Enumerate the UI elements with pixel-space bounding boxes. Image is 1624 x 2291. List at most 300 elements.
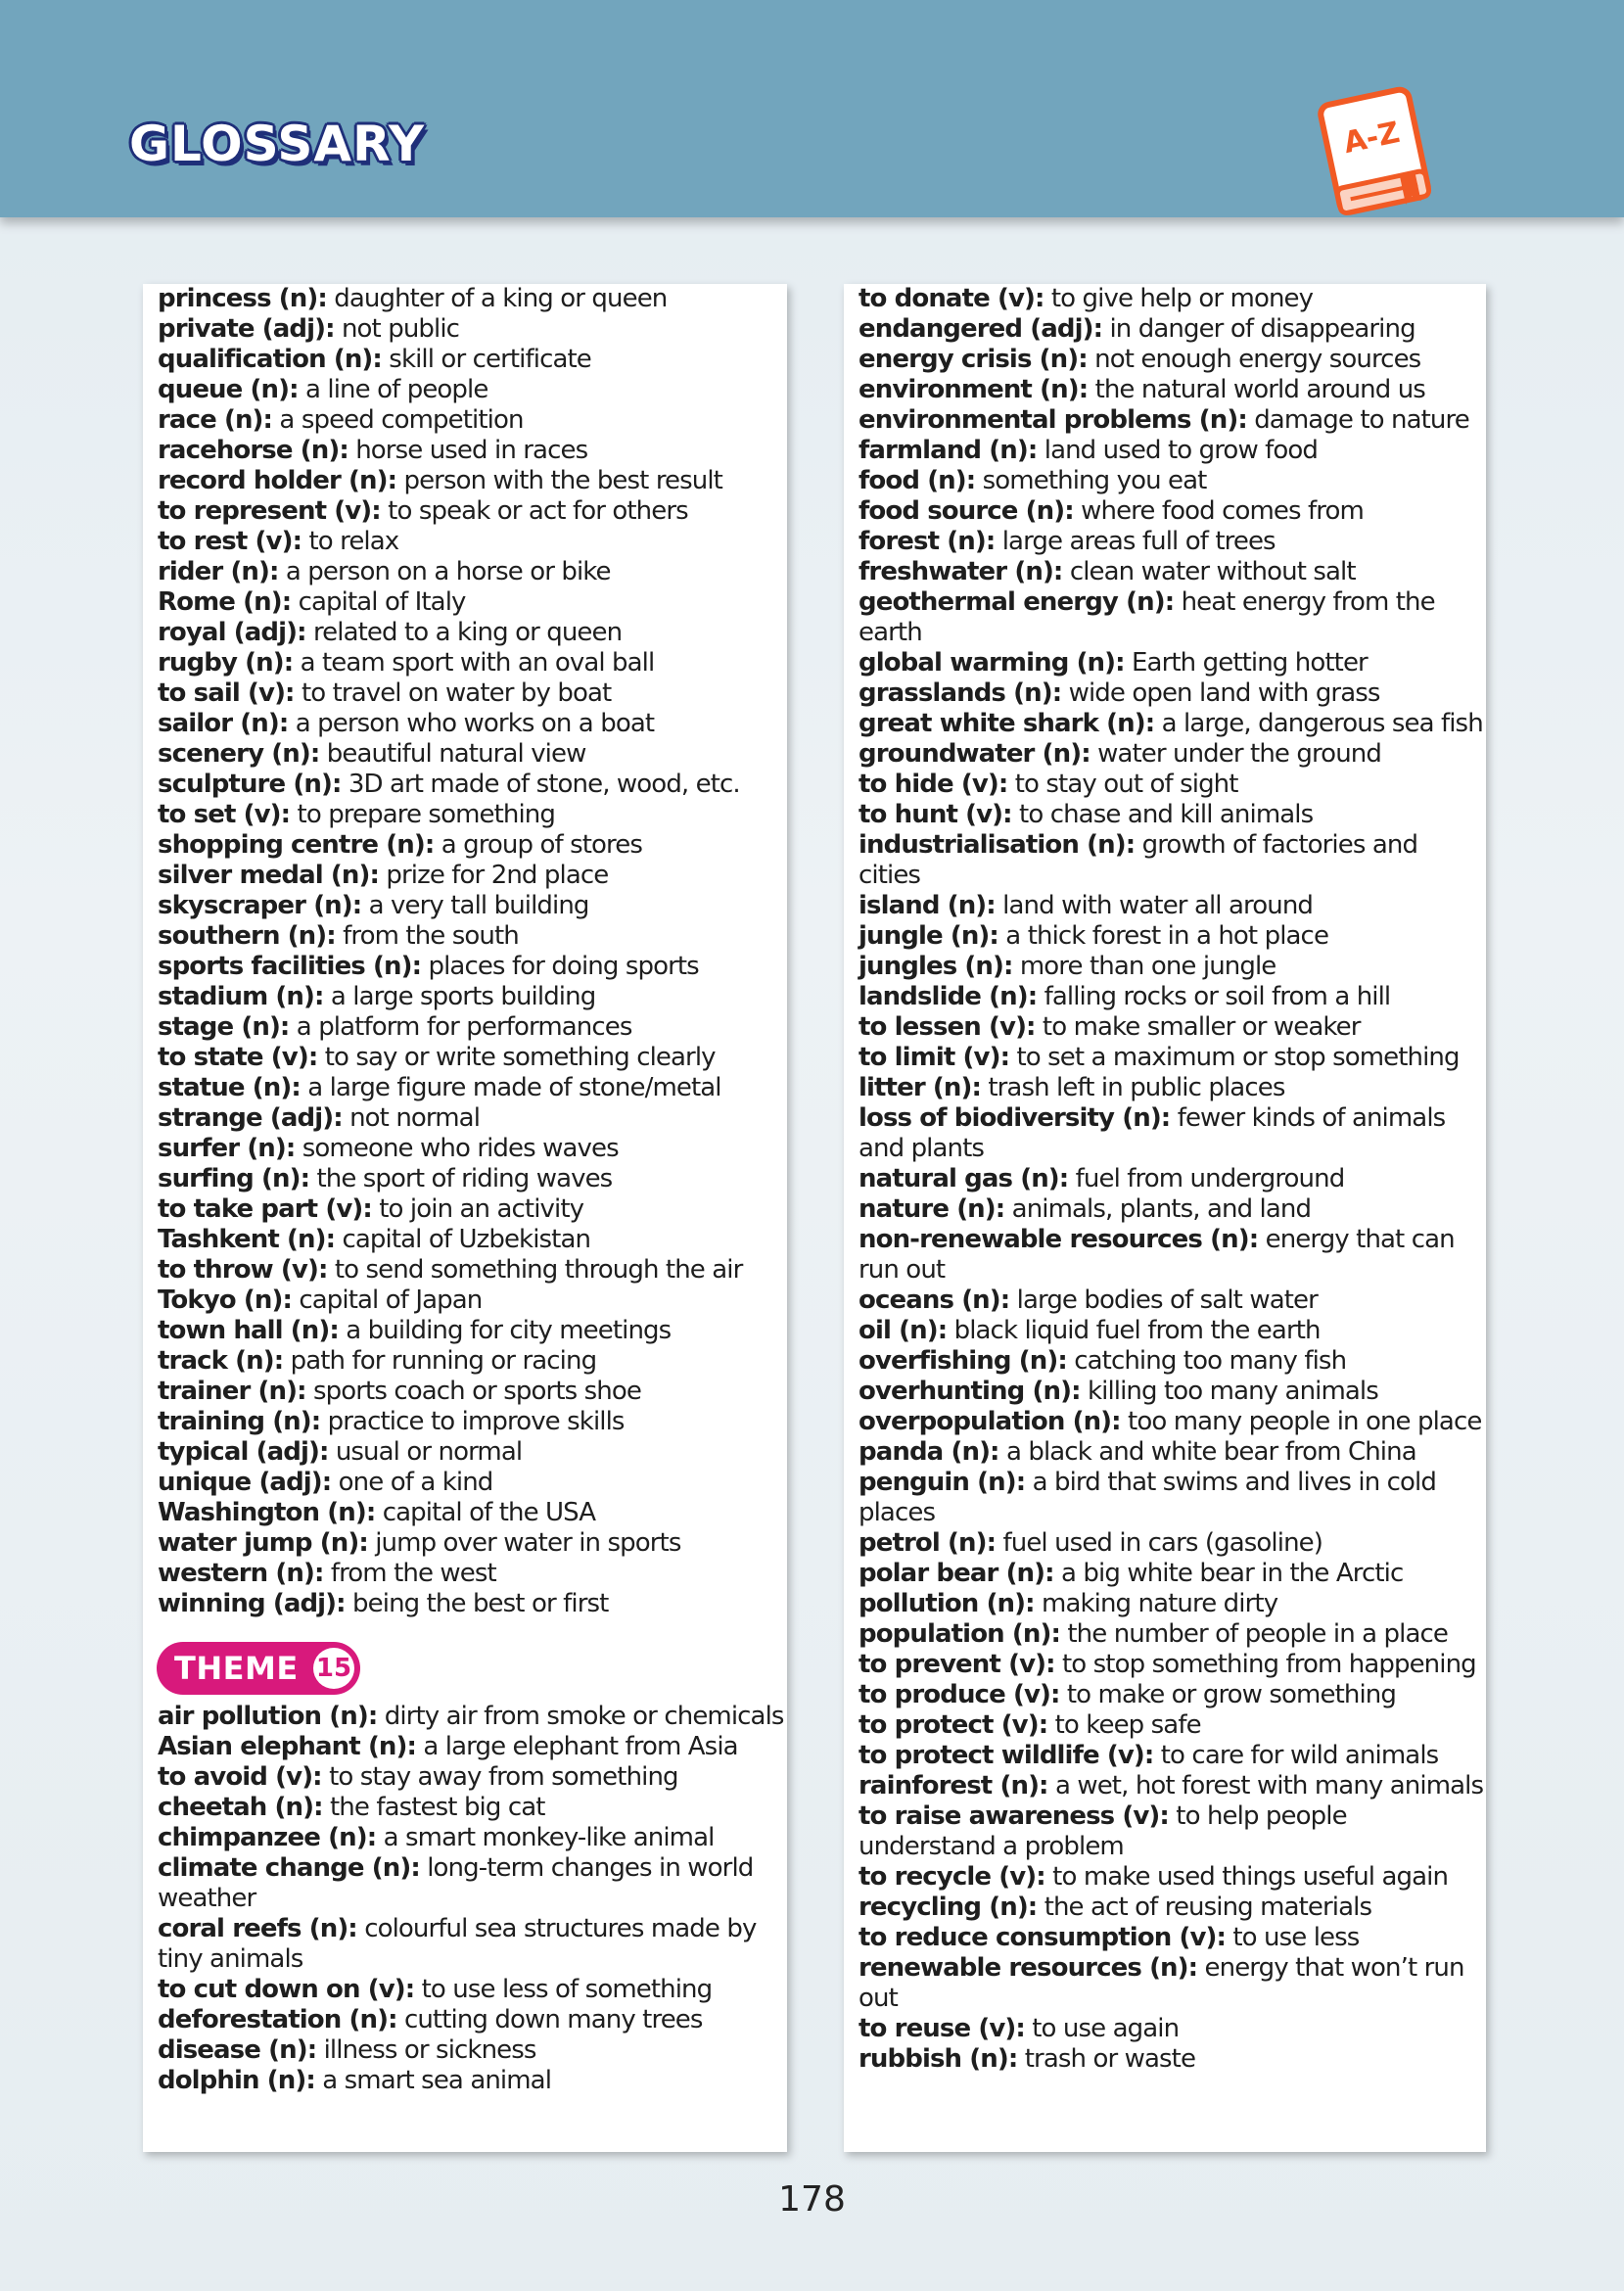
glossary-term: renewable resources (n): bbox=[858, 1953, 1198, 1983]
glossary-term: grasslands (n): bbox=[858, 678, 1062, 708]
glossary-term: typical (adj): bbox=[158, 1437, 329, 1467]
glossary-term: nature (n): bbox=[858, 1194, 1005, 1224]
glossary-entry bbox=[858, 557, 1485, 587]
glossary-definition: related to a king or queen bbox=[312, 618, 623, 647]
glossary-definition: a thick forest in a hot place bbox=[1005, 921, 1329, 951]
glossary-term: sports facilities (n): bbox=[158, 952, 422, 981]
glossary-entry bbox=[158, 921, 784, 952]
glossary-entry bbox=[858, 982, 1485, 1012]
glossary-definition: a team sport with an oval ball bbox=[300, 648, 655, 678]
glossary-definition: a platform for performances bbox=[296, 1012, 632, 1042]
glossary-definition: horse used in races bbox=[355, 436, 588, 465]
glossary-definition: wide open land with grass bbox=[1068, 678, 1380, 708]
glossary-definition: a building for city meetings bbox=[346, 1316, 672, 1345]
glossary-definition: path for running or racing bbox=[290, 1346, 597, 1376]
glossary-term: cheetah (n): bbox=[158, 1793, 323, 1822]
glossary-entry bbox=[858, 678, 1485, 709]
glossary-term: global warming (n): bbox=[858, 648, 1125, 678]
glossary-definition: water under the ground bbox=[1097, 739, 1381, 769]
glossary-term: to recycle (v): bbox=[858, 1862, 1045, 1892]
glossary-term: jungle (n): bbox=[858, 921, 998, 951]
glossary-term: sculpture (n): bbox=[158, 770, 342, 799]
glossary-entry bbox=[858, 587, 1485, 648]
glossary-definition: to use less bbox=[1232, 1923, 1360, 1952]
glossary-definition: Earth getting hotter bbox=[1132, 648, 1368, 678]
glossary-definition: from the west bbox=[330, 1559, 496, 1588]
glossary-term: forest (n): bbox=[858, 527, 996, 556]
glossary-term: track (n): bbox=[158, 1346, 284, 1376]
glossary-entry bbox=[858, 1923, 1485, 1953]
glossary-entry bbox=[158, 345, 784, 375]
glossary-term: private (adj): bbox=[158, 314, 335, 344]
glossary-term: to donate (v): bbox=[858, 284, 1044, 313]
glossary-term: disease (n): bbox=[158, 2035, 317, 2065]
glossary-entry bbox=[858, 709, 1485, 739]
glossary-term: silver medal (n): bbox=[158, 861, 379, 890]
glossary-column-left bbox=[143, 284, 787, 2152]
glossary-term: coral reefs (n): bbox=[158, 1914, 357, 1943]
glossary-term: to hunt (v): bbox=[858, 800, 1012, 829]
glossary-entry bbox=[158, 1194, 784, 1225]
theme-number: 15 bbox=[313, 1648, 354, 1689]
glossary-entry bbox=[158, 952, 784, 982]
glossary-definition: a line of people bbox=[305, 375, 488, 404]
glossary-entry bbox=[858, 830, 1485, 891]
glossary-definition: 3D art made of stone, wood, etc. bbox=[348, 770, 740, 799]
glossary-entry bbox=[158, 557, 784, 587]
glossary-entry bbox=[858, 1103, 1485, 1164]
glossary-term: food source (n): bbox=[858, 496, 1074, 526]
glossary-entry bbox=[858, 1316, 1485, 1346]
glossary-definition: a very tall building bbox=[368, 891, 589, 920]
glossary-term: to rest (v): bbox=[158, 527, 302, 556]
glossary-definition: to chase and kill animals bbox=[1019, 800, 1314, 829]
glossary-definition: a large elephant from Asia bbox=[423, 1732, 738, 1761]
glossary-definition: a speed competition bbox=[279, 405, 524, 435]
glossary-entry bbox=[158, 861, 784, 891]
glossary-entry bbox=[858, 284, 1485, 314]
glossary-definition: trash or waste bbox=[1024, 2044, 1196, 2074]
a-z-label: A-Z bbox=[1340, 115, 1403, 162]
glossary-definition: to stop something from happening bbox=[1061, 1650, 1476, 1679]
glossary-entry bbox=[858, 1073, 1485, 1103]
glossary-term: princess (n): bbox=[158, 284, 327, 313]
glossary-entry bbox=[158, 618, 784, 648]
glossary-entry bbox=[858, 1407, 1485, 1437]
glossary-definition: to make smaller or weaker bbox=[1042, 1012, 1361, 1042]
glossary-term: to prevent (v): bbox=[858, 1650, 1055, 1679]
glossary-definition: to make used things useful again bbox=[1052, 1862, 1449, 1892]
glossary-term: overfishing (n): bbox=[858, 1346, 1067, 1376]
glossary-definition: to stay away from something bbox=[329, 1762, 678, 1792]
glossary-entry bbox=[858, 1741, 1485, 1771]
glossary-entry bbox=[858, 466, 1485, 496]
glossary-entry bbox=[858, 2044, 1485, 2075]
glossary-entry bbox=[158, 1468, 784, 1498]
glossary-definition: to keep safe bbox=[1054, 1710, 1201, 1740]
glossary-definition: fewer kinds of animals and plants bbox=[858, 1103, 1446, 1163]
glossary-entry bbox=[858, 1559, 1485, 1589]
glossary-entry bbox=[858, 1286, 1485, 1316]
glossary-definition: daughter of a king or queen bbox=[334, 284, 668, 313]
glossary-definition: making nature dirty bbox=[1042, 1589, 1278, 1618]
glossary-definition: to help people understand a problem bbox=[858, 1801, 1347, 1861]
glossary-definition: to join an activity bbox=[379, 1194, 584, 1224]
glossary-term: jungles (n): bbox=[858, 952, 1013, 981]
glossary-definition: to speak or act for others bbox=[388, 496, 688, 526]
glossary-term: chimpanzee (n): bbox=[158, 1823, 377, 1852]
glossary-definition: killing too many animals bbox=[1087, 1377, 1378, 1406]
glossary-entry bbox=[158, 1316, 784, 1346]
glossary-definition: a black and white bear from China bbox=[1005, 1437, 1416, 1467]
glossary-term: environmental problems (n): bbox=[858, 405, 1247, 435]
glossary-definition: a large, dangerous sea fish bbox=[1161, 709, 1483, 738]
glossary-term: surfer (n): bbox=[158, 1134, 296, 1163]
glossary-definition: person with the best result bbox=[403, 466, 722, 495]
glossary-definition: growth of factories and cities bbox=[858, 830, 1418, 890]
glossary-term: to sail (v): bbox=[158, 678, 295, 708]
glossary-definition: fuel used in cars (gasoline) bbox=[1002, 1528, 1322, 1558]
page-title: GLOSSARY bbox=[129, 116, 426, 172]
glossary-definition: more than one jungle bbox=[1019, 952, 1276, 981]
glossary-term: penguin (n): bbox=[858, 1468, 1026, 1497]
glossary-term: rubbish (n): bbox=[858, 2044, 1018, 2074]
glossary-definition: animals, plants, and land bbox=[1011, 1194, 1312, 1224]
glossary-term: geothermal energy (n): bbox=[858, 587, 1175, 617]
glossary-definition: in danger of disappearing bbox=[1109, 314, 1415, 344]
glossary-definition: usual or normal bbox=[335, 1437, 523, 1467]
glossary-term: scenery (n): bbox=[158, 739, 320, 769]
glossary-entry bbox=[158, 1043, 784, 1073]
glossary-definition: a person who works on a boat bbox=[295, 709, 655, 738]
glossary-term: racehorse (n): bbox=[158, 436, 348, 465]
glossary-definition: to make or grow something bbox=[1066, 1680, 1396, 1709]
glossary-entry bbox=[858, 496, 1485, 527]
glossary-term: air pollution (n): bbox=[158, 1702, 378, 1731]
glossary-term: to state (v): bbox=[158, 1043, 318, 1072]
glossary-entry bbox=[158, 496, 784, 527]
glossary-definition: land used to grow food bbox=[1044, 436, 1319, 465]
glossary-definition: too many people in one place bbox=[1128, 1407, 1482, 1436]
glossary-definition: someone who rides waves bbox=[302, 1134, 619, 1163]
glossary-term: energy crisis (n): bbox=[858, 345, 1088, 374]
glossary-term: loss of biodiversity (n): bbox=[858, 1103, 1171, 1133]
glossary-term: training (n): bbox=[158, 1407, 321, 1436]
glossary-entry bbox=[858, 1437, 1485, 1468]
glossary-term: trainer (n): bbox=[158, 1377, 306, 1406]
glossary-term: rainforest (n): bbox=[858, 1771, 1048, 1800]
glossary-entry bbox=[158, 1407, 784, 1437]
glossary-entry bbox=[158, 1255, 784, 1286]
glossary-definition: clean water without salt bbox=[1069, 557, 1356, 586]
glossary-entry bbox=[158, 1732, 784, 1762]
glossary-definition: heat energy from the earth bbox=[858, 587, 1435, 647]
glossary-entry bbox=[158, 1225, 784, 1255]
glossary-definition: damage to nature bbox=[1254, 405, 1469, 435]
glossary-entry bbox=[858, 2014, 1485, 2044]
glossary-term: to reduce consumption (v): bbox=[858, 1923, 1226, 1952]
glossary-definition: capital of Japan bbox=[299, 1286, 483, 1315]
glossary-entry bbox=[858, 1680, 1485, 1710]
glossary-definition: illness or sickness bbox=[323, 2035, 536, 2065]
glossary-term: to cut down on (v): bbox=[158, 1975, 415, 2004]
glossary-entry bbox=[158, 375, 784, 405]
glossary-term: industrialisation (n): bbox=[858, 830, 1136, 860]
glossary-term: to set (v): bbox=[158, 800, 291, 829]
glossary-term: natural gas (n): bbox=[858, 1164, 1069, 1193]
glossary-term: overpopulation (n): bbox=[858, 1407, 1121, 1436]
glossary-term: shopping centre (n): bbox=[158, 830, 435, 860]
glossary-term: town hall (n): bbox=[158, 1316, 339, 1345]
glossary-term: environment (n): bbox=[858, 375, 1089, 404]
theme-label: THEME bbox=[174, 1650, 299, 1687]
glossary-term: rider (n): bbox=[158, 557, 279, 586]
glossary-term: polar bear (n): bbox=[858, 1559, 1054, 1588]
glossary-definition: fuel from underground bbox=[1075, 1164, 1345, 1193]
glossary-term: Washington (n): bbox=[158, 1498, 376, 1527]
glossary-term: overhunting (n): bbox=[858, 1377, 1081, 1406]
glossary-entry bbox=[858, 1225, 1485, 1286]
glossary-term: race (n): bbox=[158, 405, 273, 435]
glossary-term: unique (adj): bbox=[158, 1468, 332, 1497]
glossary-definition: a wet, hot forest with many animals bbox=[1054, 1771, 1484, 1800]
glossary-entry bbox=[158, 1377, 784, 1407]
glossary-definition: practice to improve skills bbox=[327, 1407, 625, 1436]
glossary-entry bbox=[158, 1762, 784, 1793]
glossary-term: oceans (n): bbox=[858, 1286, 1010, 1315]
glossary-definition: to travel on water by boat bbox=[301, 678, 612, 708]
glossary-entry bbox=[858, 1801, 1485, 1862]
glossary-term: queue (n): bbox=[158, 375, 299, 404]
glossary-entry bbox=[858, 1043, 1485, 1073]
glossary-definition: to give help or money bbox=[1050, 284, 1314, 313]
glossary-entry bbox=[158, 1702, 784, 1732]
glossary-entry bbox=[858, 1164, 1485, 1194]
glossary-term: to limit (v): bbox=[858, 1043, 1010, 1072]
glossary-entry bbox=[158, 436, 784, 466]
glossary-entry bbox=[158, 2035, 784, 2066]
glossary-term: farmland (n): bbox=[858, 436, 1038, 465]
glossary-term: to lessen (v): bbox=[858, 1012, 1036, 1042]
glossary-definition: not normal bbox=[349, 1103, 481, 1133]
glossary-term: dolphin (n): bbox=[158, 2066, 315, 2095]
glossary-definition: a smart monkey-like animal bbox=[383, 1823, 715, 1852]
glossary-definition: to set a maximum or stop something bbox=[1016, 1043, 1460, 1072]
glossary-term: island (n): bbox=[858, 891, 996, 920]
glossary-entry bbox=[158, 830, 784, 861]
glossary-entry bbox=[858, 345, 1485, 375]
glossary-term: royal (adj): bbox=[158, 618, 306, 647]
glossary-entry bbox=[858, 405, 1485, 436]
glossary-term: to raise awareness (v): bbox=[858, 1801, 1169, 1831]
glossary-entry bbox=[858, 891, 1485, 921]
glossary-definition: something you eat bbox=[982, 466, 1207, 495]
a-z-book-icon bbox=[1308, 78, 1443, 223]
glossary-definition: long-term changes in world weather bbox=[158, 1853, 754, 1913]
glossary-entry bbox=[858, 648, 1485, 678]
glossary-term: panda (n): bbox=[858, 1437, 999, 1467]
glossary-entry bbox=[858, 770, 1485, 800]
glossary-definition: one of a kind bbox=[338, 1468, 493, 1497]
glossary-term: endangered (adj): bbox=[858, 314, 1103, 344]
glossary-entry bbox=[858, 1346, 1485, 1377]
glossary-definition: falling rocks or soil from a hill bbox=[1044, 982, 1391, 1011]
glossary-term: pollution (n): bbox=[858, 1589, 1035, 1618]
glossary-term: stage (n): bbox=[158, 1012, 290, 1042]
page-header bbox=[0, 0, 1624, 217]
glossary-term: strange (adj): bbox=[158, 1103, 343, 1133]
glossary-definition: a smart sea animal bbox=[322, 2066, 552, 2095]
glossary-entry bbox=[158, 1528, 784, 1559]
glossary-entry bbox=[158, 1914, 784, 1975]
glossary-entry bbox=[158, 1073, 784, 1103]
glossary-entry bbox=[858, 1619, 1485, 1650]
glossary-entry bbox=[158, 678, 784, 709]
glossary-entry bbox=[858, 375, 1485, 405]
glossary-term: to avoid (v): bbox=[158, 1762, 322, 1792]
glossary-definition: skill or certificate bbox=[389, 345, 591, 374]
glossary-term: groundwater (n): bbox=[858, 739, 1090, 769]
glossary-definition: prize for 2nd place bbox=[386, 861, 609, 890]
glossary-term: sailor (n): bbox=[158, 709, 289, 738]
glossary-entry bbox=[158, 739, 784, 770]
glossary-definition: the act of reusing materials bbox=[1044, 1893, 1372, 1922]
glossary-definition: dirty air from smoke or chemicals bbox=[384, 1702, 784, 1731]
glossary-entry bbox=[158, 709, 784, 739]
glossary-term: statue (n): bbox=[158, 1073, 301, 1102]
glossary-term: Tashkent (n): bbox=[158, 1225, 336, 1254]
glossary-entry bbox=[858, 1012, 1485, 1043]
glossary-term: record holder (n): bbox=[158, 466, 397, 495]
glossary-definition: the sport of riding waves bbox=[316, 1164, 613, 1193]
glossary-entry bbox=[158, 1437, 784, 1468]
glossary-entry bbox=[158, 284, 784, 314]
glossary-entry bbox=[858, 1194, 1485, 1225]
glossary-term: western (n): bbox=[158, 1559, 324, 1588]
glossary-definition: to relax bbox=[308, 527, 399, 556]
glossary-term: to represent (v): bbox=[158, 496, 381, 526]
glossary-definition: jump over water in sports bbox=[375, 1528, 681, 1558]
glossary-entry bbox=[158, 1134, 784, 1164]
glossary-term: to protect wildlife (v): bbox=[858, 1741, 1154, 1770]
glossary-definition: energy that won’t run out bbox=[858, 1953, 1464, 2013]
glossary-definition: a group of stores bbox=[441, 830, 643, 860]
glossary-entry bbox=[158, 1589, 784, 1619]
glossary-entry bbox=[858, 1862, 1485, 1893]
glossary-column-right bbox=[844, 284, 1486, 2152]
entry-list-left bbox=[158, 284, 784, 1619]
glossary-term: rugby (n): bbox=[158, 648, 294, 678]
glossary-definition: large areas full of trees bbox=[1001, 527, 1276, 556]
glossary-entry bbox=[858, 1893, 1485, 1923]
glossary-definition: sports coach or sports shoe bbox=[312, 1377, 641, 1406]
glossary-entry bbox=[858, 527, 1485, 557]
glossary-definition: energy that can run out bbox=[858, 1225, 1455, 1285]
glossary-term: stadium (n): bbox=[158, 982, 324, 1011]
glossary-definition: places for doing sports bbox=[428, 952, 699, 981]
glossary-entry bbox=[158, 1975, 784, 2005]
glossary-entry bbox=[158, 1346, 784, 1377]
glossary-term: population (n): bbox=[858, 1619, 1060, 1649]
glossary-term: to take part (v): bbox=[158, 1194, 372, 1224]
glossary-definition: trash left in public places bbox=[988, 1073, 1285, 1102]
glossary-term: petrol (n): bbox=[858, 1528, 997, 1558]
glossary-term: Rome (n): bbox=[158, 587, 292, 617]
glossary-entry bbox=[158, 1823, 784, 1853]
glossary-term: skyscraper (n): bbox=[158, 891, 362, 920]
glossary-term: food (n): bbox=[858, 466, 976, 495]
glossary-definition: not enough energy sources bbox=[1094, 345, 1421, 374]
glossary-entry bbox=[858, 800, 1485, 830]
glossary-definition: to prepare something bbox=[297, 800, 555, 829]
glossary-entry bbox=[158, 1012, 784, 1043]
glossary-entry bbox=[858, 1710, 1485, 1741]
glossary-definition: a bird that swims and lives in cold places bbox=[858, 1468, 1436, 1527]
glossary-entry bbox=[858, 1589, 1485, 1619]
glossary-entry bbox=[158, 405, 784, 436]
glossary-term: great white shark (n): bbox=[858, 709, 1155, 738]
glossary-definition: to use again bbox=[1032, 2014, 1180, 2043]
glossary-entry bbox=[158, 800, 784, 830]
glossary-term: southern (n): bbox=[158, 921, 336, 951]
glossary-term: recycling (n): bbox=[858, 1893, 1038, 1922]
glossary-definition: to use less of something bbox=[421, 1975, 713, 2004]
glossary-entry bbox=[858, 1468, 1485, 1528]
glossary-term: surfing (n): bbox=[158, 1164, 310, 1193]
glossary-term: water jump (n): bbox=[158, 1528, 368, 1558]
glossary-entry bbox=[158, 770, 784, 800]
glossary-term: Tokyo (n): bbox=[158, 1286, 292, 1315]
glossary-entry bbox=[158, 982, 784, 1012]
glossary-entry bbox=[158, 1853, 784, 1914]
glossary-definition: a large figure made of stone/metal bbox=[307, 1073, 721, 1102]
glossary-entry bbox=[858, 739, 1485, 770]
glossary-entry bbox=[858, 1650, 1485, 1680]
glossary-definition: cutting down many trees bbox=[403, 2005, 703, 2034]
glossary-entry bbox=[858, 436, 1485, 466]
glossary-definition: being the best or first bbox=[352, 1589, 609, 1618]
theme-badge bbox=[157, 1642, 360, 1695]
glossary-definition: to say or write something clearly bbox=[324, 1043, 716, 1072]
glossary-entry bbox=[158, 1164, 784, 1194]
glossary-definition: to stay out of sight bbox=[1014, 770, 1238, 799]
glossary-entry bbox=[858, 921, 1485, 952]
glossary-definition: capital of Uzbekistan bbox=[342, 1225, 591, 1254]
glossary-definition: the natural world around us bbox=[1094, 375, 1425, 404]
glossary-term: to reuse (v): bbox=[858, 2014, 1025, 2043]
glossary-definition: large bodies of salt water bbox=[1016, 1286, 1318, 1315]
glossary-entry bbox=[158, 587, 784, 618]
glossary-entry bbox=[158, 891, 784, 921]
glossary-term: non-renewable resources (n): bbox=[858, 1225, 1259, 1254]
glossary-definition: capital of Italy bbox=[298, 587, 466, 617]
glossary-entry bbox=[858, 1771, 1485, 1801]
glossary-entry bbox=[158, 1103, 784, 1134]
glossary-definition: a big white bear in the Arctic bbox=[1061, 1559, 1404, 1588]
entry-list-right bbox=[858, 284, 1485, 2075]
glossary-term: winning (adj): bbox=[158, 1589, 346, 1618]
glossary-definition: catching too many fish bbox=[1074, 1346, 1347, 1376]
glossary-entry bbox=[158, 1559, 784, 1589]
glossary-definition: black liquid fuel from the earth bbox=[953, 1316, 1321, 1345]
glossary-definition: not public bbox=[341, 314, 460, 344]
entry-list-theme bbox=[158, 1702, 784, 2096]
glossary-definition: from the south bbox=[343, 921, 519, 951]
glossary-term: litter (n): bbox=[858, 1073, 981, 1102]
glossary-term: landslide (n): bbox=[858, 982, 1038, 1011]
glossary-entry bbox=[158, 314, 784, 345]
glossary-entry bbox=[158, 527, 784, 557]
